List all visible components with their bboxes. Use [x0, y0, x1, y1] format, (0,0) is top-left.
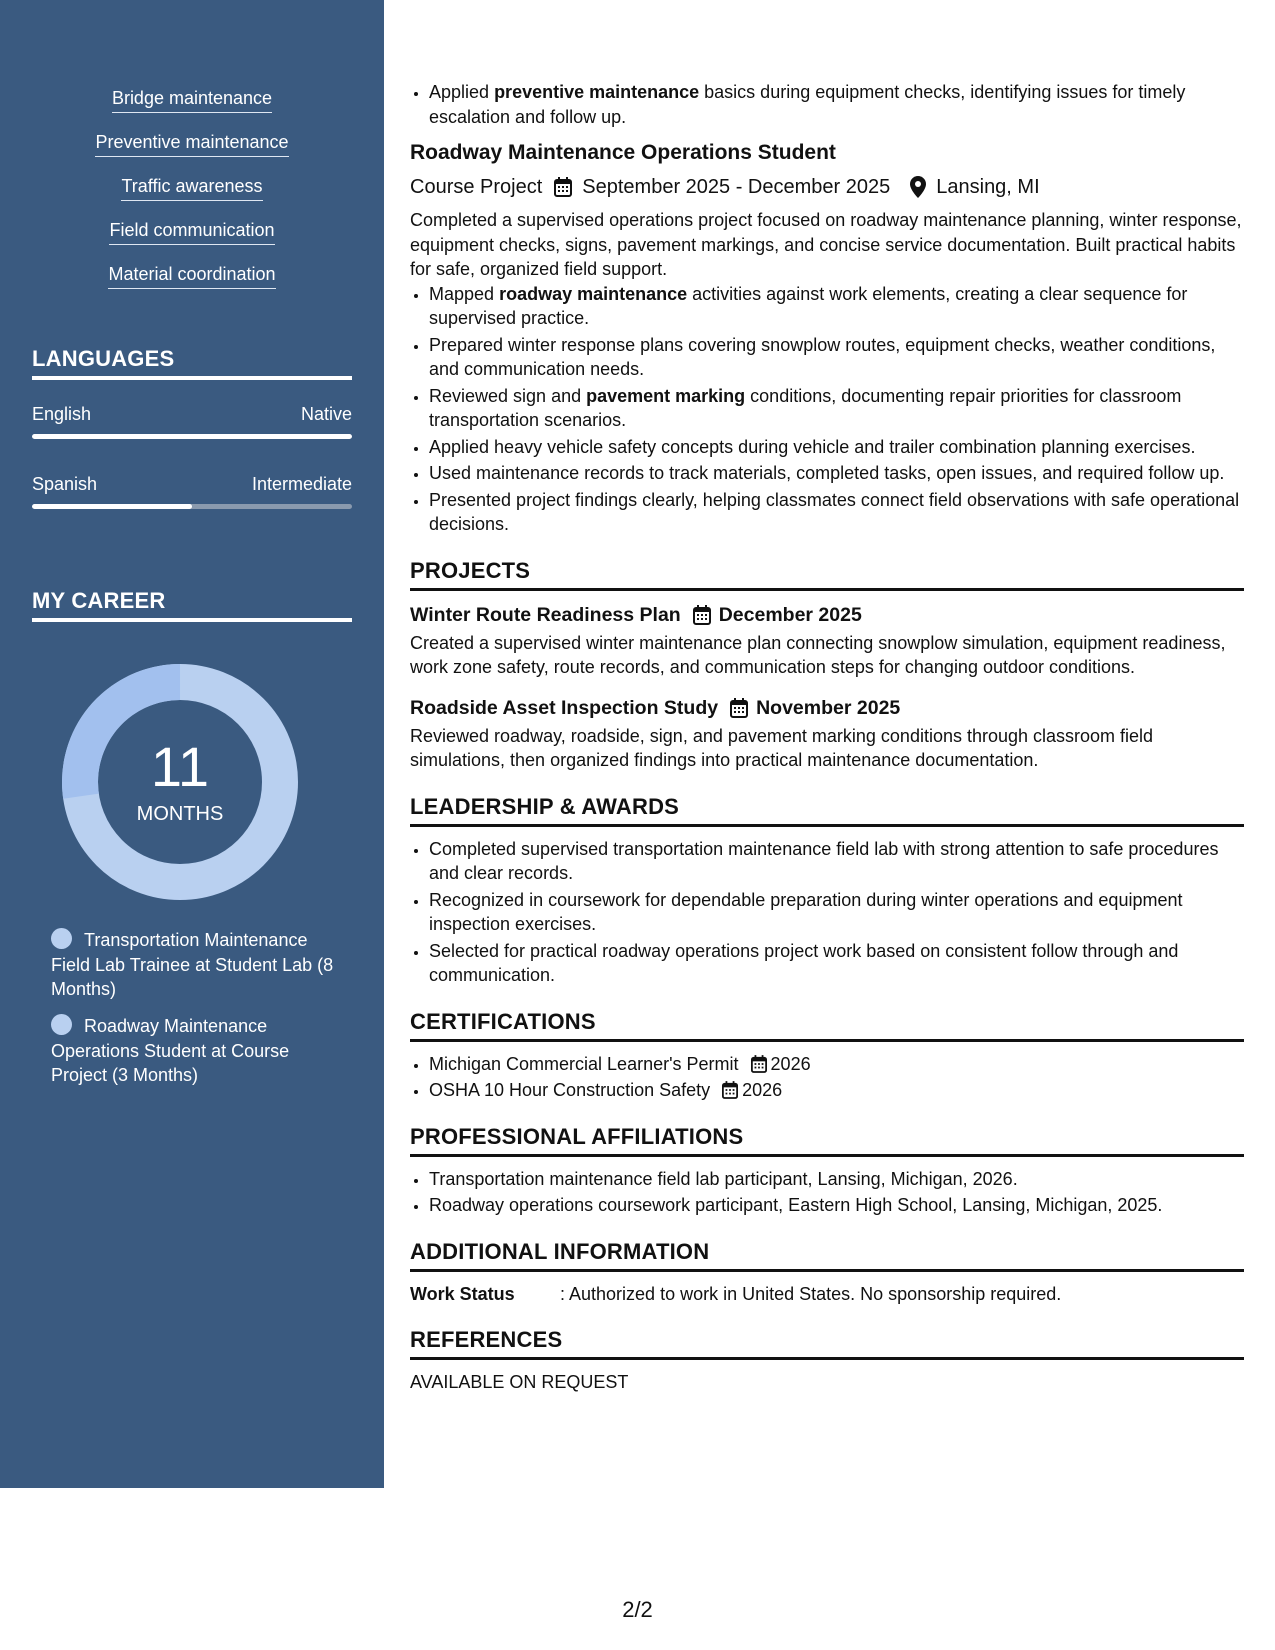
affiliations-list — [410, 1167, 1244, 1218]
certification-item — [429, 1052, 1244, 1077]
bullet-item: • Reviewed sign and pavement marking conditions, documenting repair priorities for classroom transportation scenarios. — [429, 384, 1244, 433]
career-dot-icon — [51, 1014, 72, 1035]
bullet-item: • Roadway operations coursework participant, Eastern High School, Lansing, Michigan, 2025. — [429, 1193, 1244, 1218]
calendar-icon — [751, 1055, 767, 1073]
work-status-row — [410, 1282, 1244, 1307]
calendar-icon — [693, 605, 711, 625]
language-row-english — [32, 404, 352, 425]
bullet-item: • Presented project findings clearly, helping classmates connect field observations with safe operational decisions. — [429, 488, 1244, 537]
bullet-item: • Mapped roadway maintenance activities against work elements, creating a clear sequence for supervised practice. — [429, 282, 1244, 331]
language-level: Intermediate — [251, 474, 352, 494]
career-total-number: 11 — [150, 735, 210, 798]
project-title: Roadside Asset Inspection Study — [410, 696, 719, 719]
skill-tag: Traffic awareness — [121, 174, 262, 201]
page-number: 2/2 — [622, 1597, 653, 1622]
language-bar-fill — [32, 504, 192, 509]
references-text: AVAILABLE ON REQUEST — [410, 1372, 629, 1392]
calendar-icon — [554, 177, 572, 197]
project-title-row — [410, 601, 1244, 629]
calendar-icon — [730, 698, 748, 718]
job-meta — [410, 173, 1244, 201]
job-title: Roadway Maintenance Operations Student — [410, 141, 836, 164]
project-title-row — [410, 694, 1244, 722]
skill-tag: Bridge maintenance — [112, 86, 272, 113]
language-level: Native — [300, 404, 352, 424]
project-date: December 2025 — [718, 603, 862, 626]
language-bar-fill — [32, 434, 352, 439]
experience-prev-bullets — [410, 80, 1244, 129]
skill-tag: Preventive maintenance — [95, 130, 288, 157]
additional-info-heading: ADDITIONAL INFORMATION — [410, 1238, 1244, 1272]
skill-tag: Field communication — [109, 218, 274, 245]
job-dates: September 2025 - December 2025 — [582, 176, 891, 198]
certification-name: • OSHA 10 Hour Construction Safety — [429, 1080, 711, 1100]
language-name: Spanish — [32, 474, 98, 494]
calendar-icon — [722, 1081, 738, 1099]
project-title: Winter Route Readiness Plan — [410, 603, 681, 626]
skills-list — [0, 86, 384, 306]
language-bar-english — [32, 434, 352, 439]
bullet-item: • Completed supervised transportation maintenance field lab with strong attention to safe procedures and clear records. — [429, 837, 1244, 886]
bullet-item: • Applied heavy vehicle safety concepts during vehicle and trailer combination planning exercises. — [429, 435, 1244, 460]
skill-tag: Material coordination — [108, 262, 275, 289]
project-description: Reviewed roadway, roadside, sign, and pavement marking conditions through classroom field simulations, then organized findings into practical maintenance documentation. — [410, 725, 1154, 770]
work-status-value: : Authorized to work in United States. No sponsorship required. — [560, 1283, 1062, 1304]
certification-year: 2026 — [742, 1080, 783, 1100]
career-donut-chart — [62, 664, 298, 900]
leadership-heading: LEADERSHIP & AWARDS — [410, 793, 1244, 827]
bullet-item: • Transportation maintenance field lab participant, Lansing, Michigan, 2026. — [429, 1167, 1244, 1192]
certifications-heading: CERTIFICATIONS — [410, 1008, 1244, 1042]
job-location: Lansing, MI — [936, 176, 1040, 198]
references-heading: REFERENCES — [410, 1326, 1244, 1360]
affiliations-heading: PROFESSIONAL AFFILIATIONS — [410, 1123, 1244, 1157]
bullet-item: • Used maintenance records to track materials, completed tasks, open issues, and required follow up. — [429, 461, 1244, 486]
career-heading: MY CAREER — [32, 588, 352, 622]
certification-year: 2026 — [770, 1053, 811, 1074]
job-bullets — [410, 282, 1244, 537]
bullet-item: • Selected for practical roadway operations project work based on consistent follow through and communication. — [429, 939, 1244, 988]
career-total-unit: MONTHS — [136, 803, 224, 825]
work-status-label: Work Status — [410, 1283, 515, 1304]
certification-name: • Michigan Commercial Learner's Permit — [429, 1053, 739, 1074]
career-item-text: Transportation Maintenance Field Lab Trainee at Student Lab (8 Months) — [51, 930, 334, 999]
languages-heading: LANGUAGES — [32, 346, 352, 380]
career-dot-icon — [51, 928, 72, 949]
certifications-list — [410, 1052, 1244, 1103]
sidebar — [0, 0, 384, 1488]
bullet-item: • Applied preventive maintenance basics during equipment checks, identifying issues for timely escalation and follow up. — [429, 80, 1244, 129]
job-org: Course Project — [410, 176, 543, 198]
language-bar-spanish — [32, 504, 352, 509]
bullet-item: • Recognized in coursework for dependable preparation during winter operations and equipment inspection exercises. — [429, 888, 1244, 937]
certification-item — [429, 1078, 1244, 1103]
bullet-item: • Prepared winter response plans covering snowplow routes, equipment checks, weather conditions, and communication needs. — [429, 333, 1244, 382]
job-summary: Completed a supervised operations project focused on roadway maintenance planning, winter response, equipment checks, signs, pavement markings, and concise service documentation. Built practical habits for safe, organized field support. — [410, 210, 1242, 279]
career-item-text: Roadway Maintenance Operations Student at Course Project (3 Months) — [51, 1016, 290, 1085]
location-pin-icon — [910, 176, 926, 198]
main-content — [410, 80, 1244, 1395]
projects-heading: PROJECTS — [410, 557, 1244, 591]
career-item — [51, 928, 341, 1002]
leadership-list — [410, 837, 1244, 988]
project-date: November 2025 — [756, 696, 901, 719]
language-name: English — [32, 404, 92, 424]
language-row-spanish — [32, 474, 352, 495]
career-item — [51, 1014, 341, 1088]
project-description: Created a supervised winter maintenance plan connecting snowplow simulation, equipment readiness, work zone safety, route records, and communication steps for changing outdoor conditions. — [410, 632, 1226, 677]
